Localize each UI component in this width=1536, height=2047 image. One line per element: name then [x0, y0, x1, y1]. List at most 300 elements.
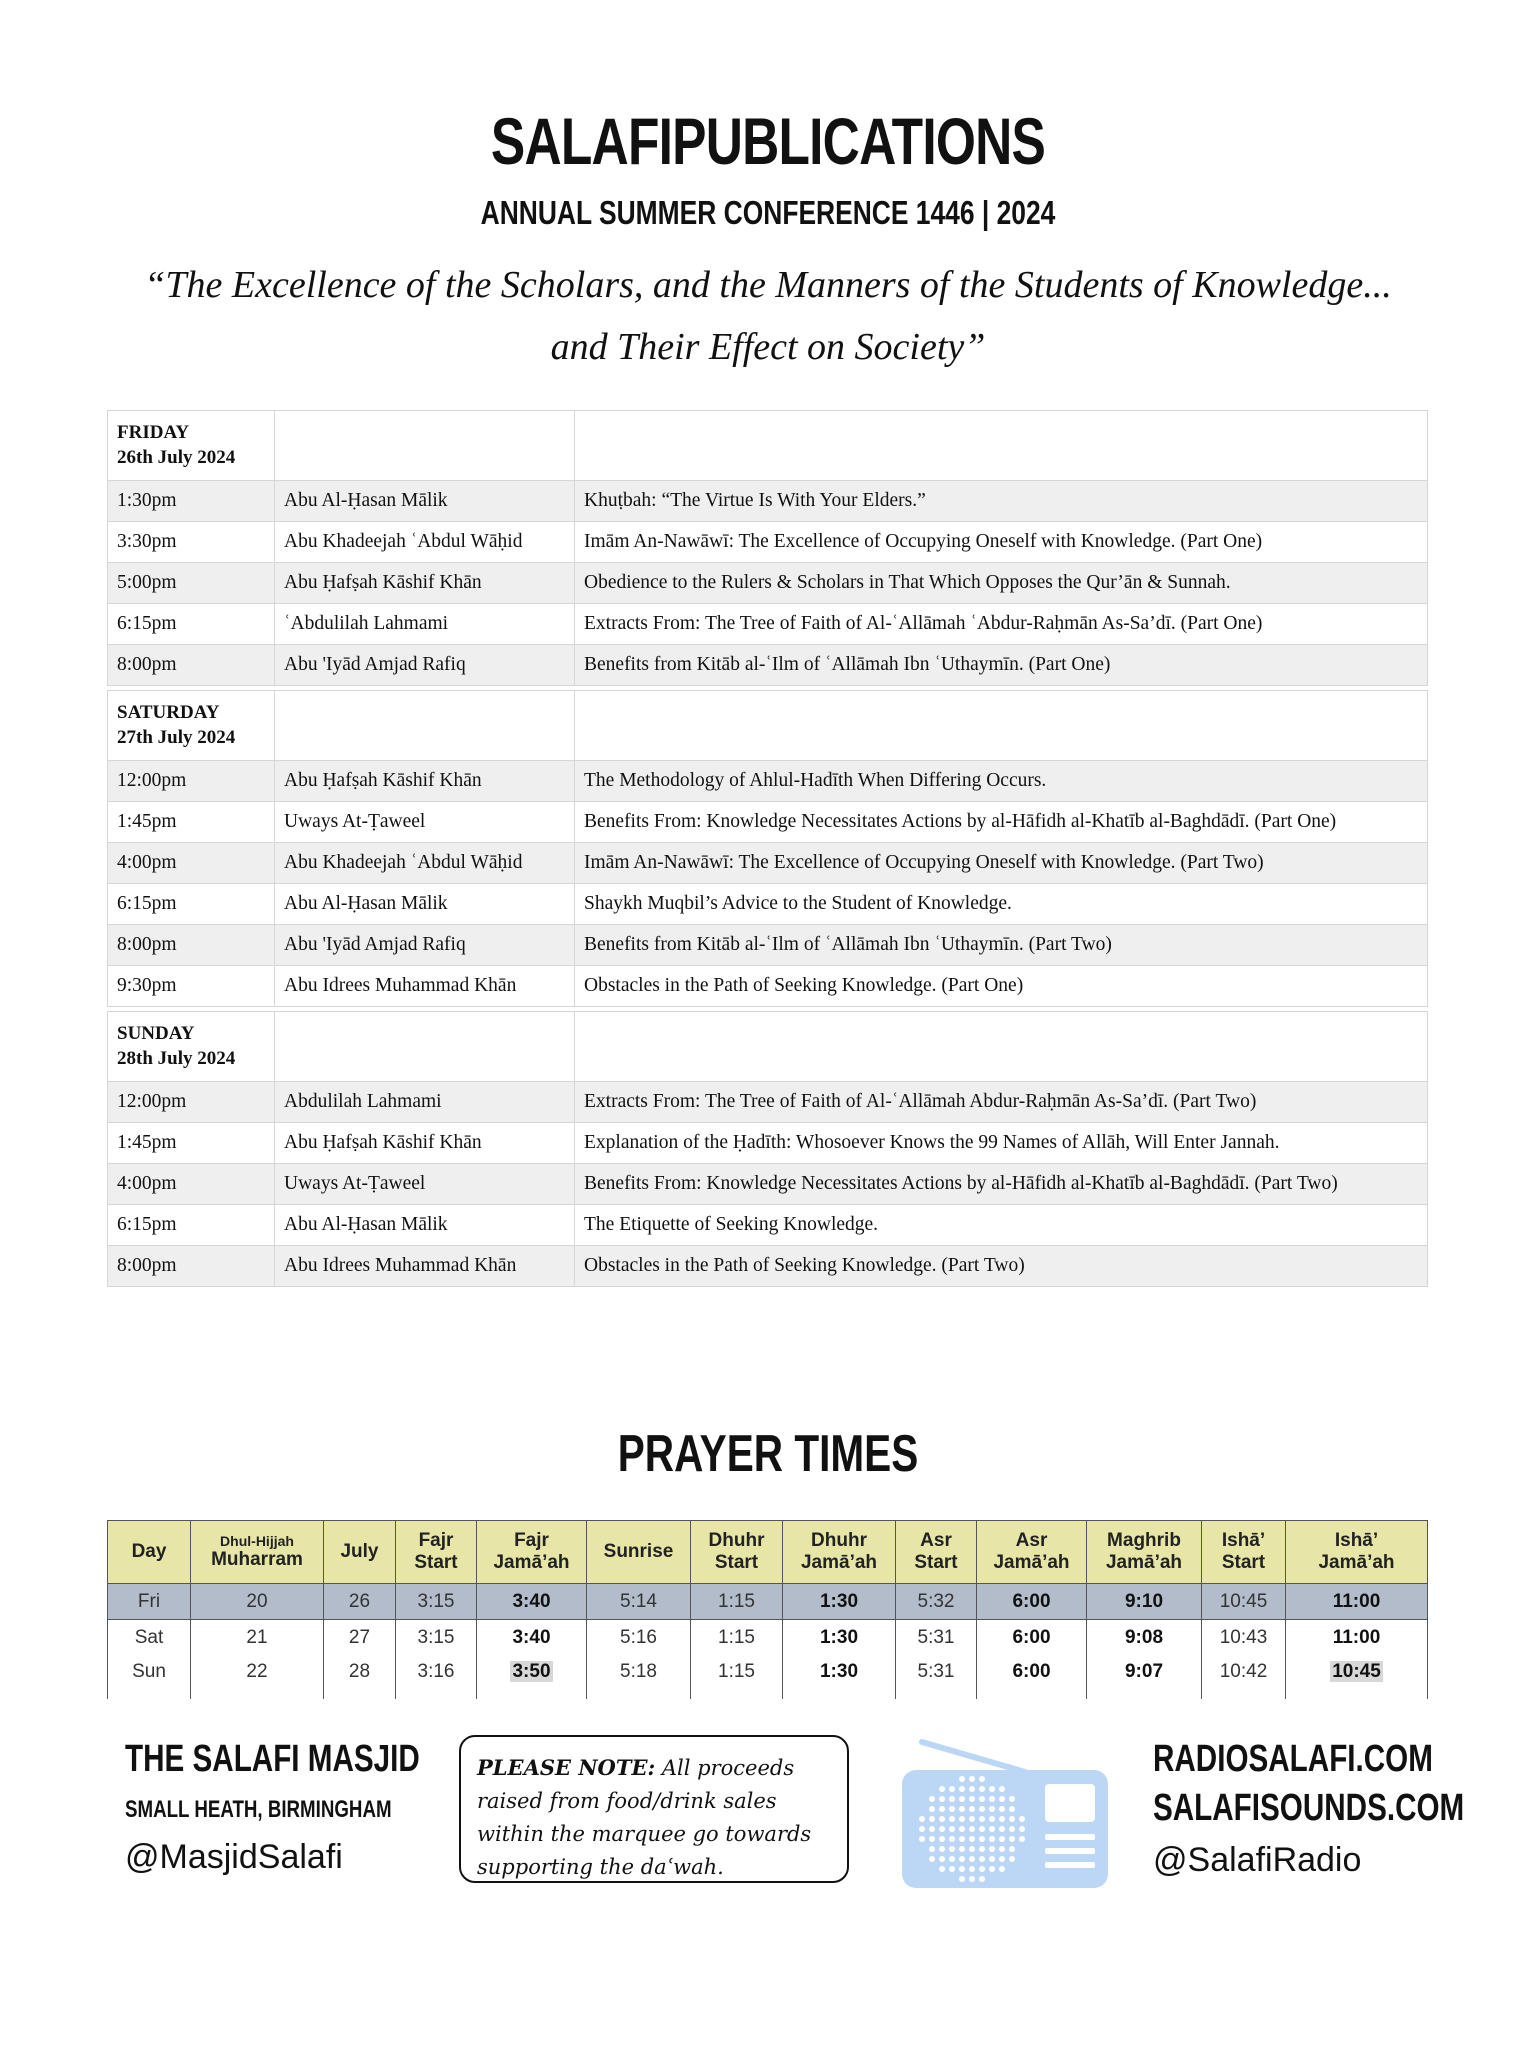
session-speaker: Abdulilah Lahmami	[275, 1082, 575, 1123]
prayer-cell	[108, 1620, 191, 1656]
prayer-cell	[1286, 1620, 1428, 1656]
prayer-value: 9:10	[1124, 1590, 1164, 1612]
speaker-dot	[919, 1816, 925, 1822]
session-time: 12:00pm	[108, 1082, 275, 1123]
proceeds-note	[459, 1735, 849, 1883]
speaker-dot	[999, 1836, 1005, 1842]
session-speaker: Abu 'Iyād Amjad Rafiq	[275, 645, 575, 686]
session-speaker: Abu Khadeejah ʿAbdul Wāḥid	[275, 843, 575, 884]
prayer-value: 26	[348, 1590, 371, 1612]
speaker-dot	[989, 1816, 995, 1822]
session-title: The Etiquette of Seeking Knowledge.	[575, 1205, 1428, 1246]
speaker-dot	[979, 1806, 985, 1812]
speaker-dot	[979, 1836, 985, 1842]
speaker-dot	[919, 1836, 925, 1842]
speaker-dot	[979, 1786, 985, 1792]
speaker-dot	[949, 1826, 955, 1832]
session-time: 1:45pm	[108, 802, 275, 843]
session-title: Benefits From: Knowledge Necessitates Actions by al-Hāfidh al-Khatīb al-Baghdādī. (Part Two)	[575, 1164, 1428, 1205]
speaker-dot	[959, 1826, 965, 1832]
speaker-dot	[959, 1806, 965, 1812]
session-speaker: Abu Al-Ḥasan Mālik	[275, 1205, 575, 1246]
session-title: Explanation of the Ḥadīth: Whosoever Knows the 99 Names of Allāh, Will Enter Jannah.	[575, 1123, 1428, 1164]
speaker-dot	[999, 1846, 1005, 1852]
session-time: 12:00pm	[108, 761, 275, 802]
masjid-location: SMALL HEATH, BIRMINGHAM	[125, 1796, 392, 1823]
speaker-dot	[939, 1786, 945, 1792]
masjid-handle[interactable]: @MasjidSalafi	[125, 1838, 343, 1876]
prayer-cell	[1286, 1584, 1428, 1620]
prayer-row	[108, 1584, 1428, 1620]
prayer-value: 1:30	[819, 1626, 859, 1648]
prayer-value: 27	[348, 1626, 371, 1648]
session-time: 1:45pm	[108, 1123, 275, 1164]
speaker-dot	[959, 1846, 965, 1852]
note-text: All proceeds raised from food/drink sales within the marquee go towards supporting the daʿwah.	[477, 1756, 812, 1879]
speaker-dot	[949, 1856, 955, 1862]
speaker-dot	[979, 1826, 985, 1832]
speaker-dot	[999, 1866, 1005, 1872]
session-row	[108, 1246, 1428, 1287]
session-title: Obstacles in the Path of Seeking Knowledge. (Part Two)	[575, 1246, 1428, 1287]
day-header-row	[108, 691, 1428, 761]
header-label: Start	[914, 1552, 958, 1573]
prayer-cell	[691, 1655, 783, 1699]
prayer-value: 6:00	[1012, 1590, 1051, 1612]
radio-info	[1153, 1738, 1465, 1879]
header-label: Ishā’	[1334, 1530, 1379, 1551]
day-cell	[108, 1012, 275, 1082]
speaker-dot	[949, 1836, 955, 1842]
speaker-dot	[929, 1816, 935, 1822]
prayer-value: 1:15	[718, 1590, 755, 1612]
header-label: Sunrise	[603, 1541, 674, 1562]
prayer-cell	[396, 1620, 477, 1656]
sounds-website[interactable]: SALAFISOUNDS.COM	[1153, 1787, 1465, 1829]
day-title-cell	[575, 1012, 1428, 1082]
session-row	[108, 802, 1428, 843]
speaker-dot	[979, 1796, 985, 1802]
prayer-cell	[1087, 1655, 1202, 1699]
speaker-dot	[969, 1826, 975, 1832]
prayer-value: 5:32	[917, 1590, 955, 1612]
speaker-dot	[929, 1796, 935, 1802]
speaker-dot	[929, 1826, 935, 1832]
prayer-value: 10:42	[1219, 1661, 1268, 1682]
speaker-dot	[989, 1786, 995, 1792]
prayer-col-header	[324, 1521, 396, 1584]
session-speaker: Abu Ḥafṣah Kāshif Khān	[275, 563, 575, 604]
session-speaker: Abu Khadeejah ʿAbdul Wāḥid	[275, 522, 575, 563]
prayer-cell	[1202, 1620, 1286, 1656]
prayer-value: 1:15	[718, 1626, 755, 1648]
speaker-dot	[939, 1866, 945, 1872]
day-speaker-cell	[275, 691, 575, 761]
radio-handle[interactable]: @SalafiRadio	[1153, 1841, 1362, 1879]
session-title: Extracts From: The Tree of Faith of Al-ʿAllāmah ʿAbdur-Raḥmān As-Sa’dī. (Part One)	[575, 604, 1428, 645]
header-label: Day	[131, 1541, 167, 1562]
speaker-dot	[999, 1856, 1005, 1862]
session-time: 8:00pm	[108, 925, 275, 966]
prayer-cell	[191, 1620, 324, 1656]
speaker-dot	[959, 1866, 965, 1872]
speaker-dot	[1009, 1796, 1015, 1802]
speaker-dot	[939, 1806, 945, 1812]
header-label: Ishā’	[1221, 1530, 1266, 1551]
speaker-dot	[939, 1796, 945, 1802]
prayer-col-header	[1286, 1521, 1428, 1584]
prayer-value: 28	[348, 1661, 371, 1682]
prayer-cell	[783, 1584, 896, 1620]
prayer-value: 5:16	[620, 1626, 657, 1648]
session-speaker: Uways At-Ṭaweel	[275, 802, 575, 843]
prayer-value: 5:14	[620, 1590, 657, 1612]
prayer-cell	[1087, 1584, 1202, 1620]
theme-line-2: and Their Effect on Society”	[550, 326, 986, 368]
header-label: Dhuhr	[708, 1530, 765, 1551]
speaker-dot	[1009, 1846, 1015, 1852]
day-header-row	[108, 411, 1428, 481]
header-label: Dhul-Hijjah	[220, 1533, 294, 1549]
prayer-col-header	[587, 1521, 691, 1584]
prayer-cell	[896, 1584, 977, 1620]
header-label: Jamā’ah	[493, 1552, 570, 1573]
prayer-cell	[1087, 1620, 1202, 1656]
session-time: 3:30pm	[108, 522, 275, 563]
prayer-cell	[191, 1584, 324, 1620]
speaker-dot	[959, 1786, 965, 1792]
day-header-row	[108, 1012, 1428, 1082]
prayer-value: 9:07	[1124, 1661, 1164, 1682]
session-speaker: Abu Idrees Muhammad Khān	[275, 966, 575, 1007]
speaker-dot	[969, 1876, 975, 1882]
speaker-dot	[929, 1806, 935, 1812]
prayer-cell	[324, 1584, 396, 1620]
session-time: 1:30pm	[108, 481, 275, 522]
prayer-col-header	[108, 1521, 191, 1584]
theme-line-1: “The Excellence of the Scholars, and the Manners of the Students of Knowledge...	[144, 264, 1392, 306]
prayer-cell	[896, 1620, 977, 1656]
note-lead: PLEASE NOTE:	[477, 1755, 656, 1780]
session-title: Obstacles in the Path of Seeking Knowledge. (Part One)	[575, 966, 1428, 1007]
day-cell	[108, 691, 275, 761]
session-speaker: Abu Ḥafṣah Kāshif Khān	[275, 1123, 575, 1164]
radio-icon	[900, 1722, 1110, 1890]
prayer-value: Fri	[137, 1590, 161, 1612]
day-cell	[108, 411, 275, 481]
speaker-dot	[979, 1816, 985, 1822]
speaker-dot	[969, 1866, 975, 1872]
speaker-dot	[929, 1846, 935, 1852]
speaker-dot	[929, 1836, 935, 1842]
speaker-dot	[1019, 1836, 1025, 1842]
prayer-row	[108, 1655, 1428, 1699]
speaker-dot	[999, 1816, 1005, 1822]
speaker-dot	[949, 1816, 955, 1822]
prayer-cell	[783, 1620, 896, 1656]
speaker-dot	[989, 1856, 995, 1862]
session-speaker: ʿAbdulilah Lahmami	[275, 604, 575, 645]
prayer-cell	[896, 1655, 977, 1699]
speaker-dot	[999, 1796, 1005, 1802]
session-speaker: Abu Idrees Muhammad Khān	[275, 1246, 575, 1287]
prayer-value: 10:45	[1332, 1661, 1381, 1682]
day-name: FRIDAY	[117, 422, 190, 443]
prayer-value: 3:40	[512, 1590, 551, 1612]
session-row	[108, 481, 1428, 522]
speaker-dot	[939, 1856, 945, 1862]
session-row	[108, 522, 1428, 563]
session-time: 6:15pm	[108, 884, 275, 925]
prayer-cell	[108, 1584, 191, 1620]
session-speaker: Abu Ḥafṣah Kāshif Khān	[275, 761, 575, 802]
speaker-dot	[989, 1866, 995, 1872]
prayer-value: 3:50	[512, 1661, 551, 1682]
prayer-cell	[587, 1620, 691, 1656]
header-label: Maghrib	[1107, 1530, 1181, 1551]
prayer-cell	[324, 1620, 396, 1656]
speaker-dot	[969, 1856, 975, 1862]
session-title: Khuṭbah: “The Virtue Is With Your Elders.”	[575, 481, 1428, 522]
header-label: Start	[1221, 1552, 1266, 1573]
speaker-dot	[959, 1796, 965, 1802]
speaker-dot	[999, 1786, 1005, 1792]
prayer-value: 10:45	[1219, 1590, 1268, 1612]
prayer-col-header	[977, 1521, 1087, 1584]
radio-website[interactable]: RADIOSALAFI.COM	[1153, 1738, 1433, 1780]
session-title: Obedience to the Rulers & Scholars in That Which Opposes the Qur’ān & Sunnah.	[575, 563, 1428, 604]
prayer-value: 22	[246, 1661, 268, 1682]
header-label: July	[340, 1541, 379, 1562]
prayer-value: 1:15	[718, 1661, 755, 1682]
speaker-dot	[999, 1806, 1005, 1812]
speaker-dot	[969, 1836, 975, 1842]
prayer-col-header	[1202, 1521, 1286, 1584]
conference-theme	[100, 254, 1436, 378]
prayer-col-header	[477, 1521, 587, 1584]
day-name: SATURDAY	[117, 702, 220, 723]
speaker-dot	[969, 1806, 975, 1812]
session-time: 5:00pm	[108, 563, 275, 604]
prayer-cell	[587, 1655, 691, 1699]
prayer-cell	[396, 1584, 477, 1620]
speaker-dot	[1009, 1816, 1015, 1822]
session-row	[108, 645, 1428, 686]
speaker-dot	[1009, 1856, 1015, 1862]
prayer-cell	[1202, 1655, 1286, 1699]
speaker-dot	[969, 1846, 975, 1852]
masjid-info	[125, 1740, 425, 1874]
session-speaker: Uways At-Ṭaweel	[275, 1164, 575, 1205]
prayer-cell	[1202, 1584, 1286, 1620]
session-speaker: Abu Al-Ḥasan Mālik	[275, 884, 575, 925]
header-label: Asr	[920, 1530, 952, 1551]
day-date: 28th July 2024	[117, 1048, 236, 1069]
day-title-cell	[575, 411, 1428, 481]
speaker-dot	[939, 1836, 945, 1842]
speaker-dot	[1009, 1836, 1015, 1842]
session-title: Benefits from Kitāb al-ʿIlm of ʿAllāmah Ibn ʿUthaymīn. (Part One)	[575, 645, 1428, 686]
speaker-dot	[979, 1856, 985, 1862]
prayer-value: 1:30	[819, 1590, 859, 1612]
header-label: Start	[714, 1552, 759, 1573]
speaker-dot	[1019, 1816, 1025, 1822]
speaker-dot	[969, 1796, 975, 1802]
speaker-dot	[989, 1796, 995, 1802]
speaker-dot	[1009, 1806, 1015, 1812]
speaker-dot	[999, 1826, 1005, 1832]
speaker-dot	[959, 1856, 965, 1862]
session-title: Imām An-Nawāwī: The Excellence of Occupying Oneself with Knowledge. (Part One)	[575, 522, 1428, 563]
prayer-value: 10:43	[1219, 1626, 1268, 1648]
speaker-dot	[939, 1846, 945, 1852]
session-row	[108, 563, 1428, 604]
session-time: 9:30pm	[108, 966, 275, 1007]
session-row	[108, 1164, 1428, 1205]
speaker-dot	[949, 1796, 955, 1802]
session-time: 6:15pm	[108, 1205, 275, 1246]
prayer-cell	[587, 1584, 691, 1620]
prayer-cell	[977, 1620, 1087, 1656]
session-row	[108, 966, 1428, 1007]
session-row	[108, 843, 1428, 884]
speaker-dot	[939, 1816, 945, 1822]
prayer-cell	[477, 1584, 587, 1620]
prayer-cell	[691, 1620, 783, 1656]
speaker-dot	[1019, 1826, 1025, 1832]
prayer-value: 5:18	[620, 1661, 657, 1682]
day-name: SUNDAY	[117, 1023, 195, 1044]
prayer-col-header	[691, 1521, 783, 1584]
prayer-cell	[977, 1655, 1087, 1699]
prayer-col-header	[396, 1521, 477, 1584]
day-date: 26th July 2024	[117, 447, 236, 468]
session-time: 8:00pm	[108, 1246, 275, 1287]
speaker-dot	[969, 1786, 975, 1792]
prayer-value: 6:00	[1012, 1626, 1051, 1648]
header-label: Dhuhr	[811, 1530, 867, 1551]
speaker-dot	[969, 1776, 975, 1782]
header-label: Start	[414, 1552, 458, 1573]
speaker-dot	[979, 1846, 985, 1852]
day-title-cell	[575, 691, 1428, 761]
session-time: 8:00pm	[108, 645, 275, 686]
session-speaker: Abu 'Iyād Amjad Rafiq	[275, 925, 575, 966]
speaker-dot	[969, 1816, 975, 1822]
prayer-col-header	[896, 1521, 977, 1584]
prayer-value: Sat	[134, 1626, 164, 1648]
speaker-dot	[979, 1876, 985, 1882]
prayer-cell	[108, 1655, 191, 1699]
prayer-value: 3:15	[417, 1626, 455, 1648]
session-row	[108, 1205, 1428, 1246]
session-title: Imām An-Nawāwī: The Excellence of Occupying Oneself with Knowledge. (Part Two)	[575, 843, 1428, 884]
prayer-col-header	[1087, 1521, 1202, 1584]
session-title: Shaykh Muqbil’s Advice to the Student of Knowledge.	[575, 884, 1428, 925]
header-label: Fajr	[514, 1530, 549, 1551]
speaker-dot	[949, 1846, 955, 1852]
header-label: Jamā’ah	[1105, 1552, 1183, 1573]
speaker-dot	[989, 1836, 995, 1842]
prayer-cell	[783, 1655, 896, 1699]
speaker-dot	[949, 1866, 955, 1872]
prayer-value: 5:31	[917, 1626, 955, 1648]
session-row	[108, 1082, 1428, 1123]
speaker-dot	[989, 1826, 995, 1832]
speaker-dot	[939, 1826, 945, 1832]
session-time: 4:00pm	[108, 843, 275, 884]
prayer-cell	[977, 1584, 1087, 1620]
masjid-name: THE SALAFI MASJID	[125, 1738, 420, 1780]
prayer-value: 3:16	[417, 1661, 455, 1682]
prayer-row	[108, 1620, 1428, 1656]
speaker-dot	[979, 1776, 985, 1782]
header-label: Asr	[1015, 1530, 1048, 1551]
prayer-value: 11:00	[1332, 1590, 1381, 1612]
session-time: 4:00pm	[108, 1164, 275, 1205]
session-row	[108, 604, 1428, 645]
header-label: Jamā’ah	[993, 1552, 1070, 1573]
header-label: Jamā’ah	[800, 1552, 878, 1573]
session-time: 6:15pm	[108, 604, 275, 645]
speaker-dot	[979, 1866, 985, 1872]
session-title: Extracts From: The Tree of Faith of Al-ʿAllāmah Abdur-Raḥmān As-Sa’dī. (Part Two)	[575, 1082, 1428, 1123]
prayer-cell	[191, 1655, 324, 1699]
prayer-value: 5:31	[917, 1661, 955, 1682]
conference-subtitle: ANNUAL SUMMER CONFERENCE 1446 | 2024	[480, 194, 1056, 231]
header-label: Fajr	[418, 1530, 454, 1551]
prayer-col-header	[783, 1521, 896, 1584]
header-label: Jamā’ah	[1318, 1552, 1395, 1573]
speaker-dot	[949, 1786, 955, 1792]
prayer-cell	[477, 1655, 587, 1699]
prayer-value: 6:00	[1012, 1661, 1051, 1682]
speaker-dot	[959, 1816, 965, 1822]
prayer-col-header	[191, 1521, 324, 1584]
prayer-value: 3:15	[417, 1590, 455, 1612]
session-title: The Methodology of Ahlul-Hadīth When Differing Occurs.	[575, 761, 1428, 802]
prayer-times-title: PRAYER TIMES	[617, 1425, 919, 1483]
prayer-cell	[1286, 1655, 1428, 1699]
speaker-dot	[949, 1806, 955, 1812]
speaker-dot	[959, 1876, 965, 1882]
session-title: Benefits from Kitāb al-ʿIlm of ʿAllāmah Ibn ʿUthaymīn. (Part Two)	[575, 925, 1428, 966]
session-row	[108, 1123, 1428, 1164]
session-row	[108, 884, 1428, 925]
prayer-times-table	[107, 1520, 1428, 1699]
prayer-value: 9:08	[1124, 1626, 1164, 1648]
prayer-value: 21	[246, 1626, 268, 1648]
speaker-dot	[989, 1806, 995, 1812]
prayer-cell	[477, 1620, 587, 1656]
schedule-table	[107, 410, 1428, 1287]
session-row	[108, 761, 1428, 802]
speaker-dot	[959, 1776, 965, 1782]
speaker-dot	[1009, 1826, 1015, 1832]
day-speaker-cell	[275, 1012, 575, 1082]
day-date: 27th July 2024	[117, 727, 236, 748]
session-title: Benefits From: Knowledge Necessitates Actions by al-Hāfidh al-Khatīb al-Baghdādī. (Part One)	[575, 802, 1428, 843]
prayer-value: 11:00	[1332, 1626, 1381, 1648]
prayer-value: 1:30	[819, 1661, 859, 1682]
prayer-value: Sun	[132, 1661, 166, 1682]
speaker-dot	[989, 1846, 995, 1852]
prayer-cell	[396, 1655, 477, 1699]
speaker-dot	[919, 1826, 925, 1832]
session-row	[108, 925, 1428, 966]
prayer-cell	[691, 1584, 783, 1620]
header-label: Muharram	[211, 1549, 303, 1570]
